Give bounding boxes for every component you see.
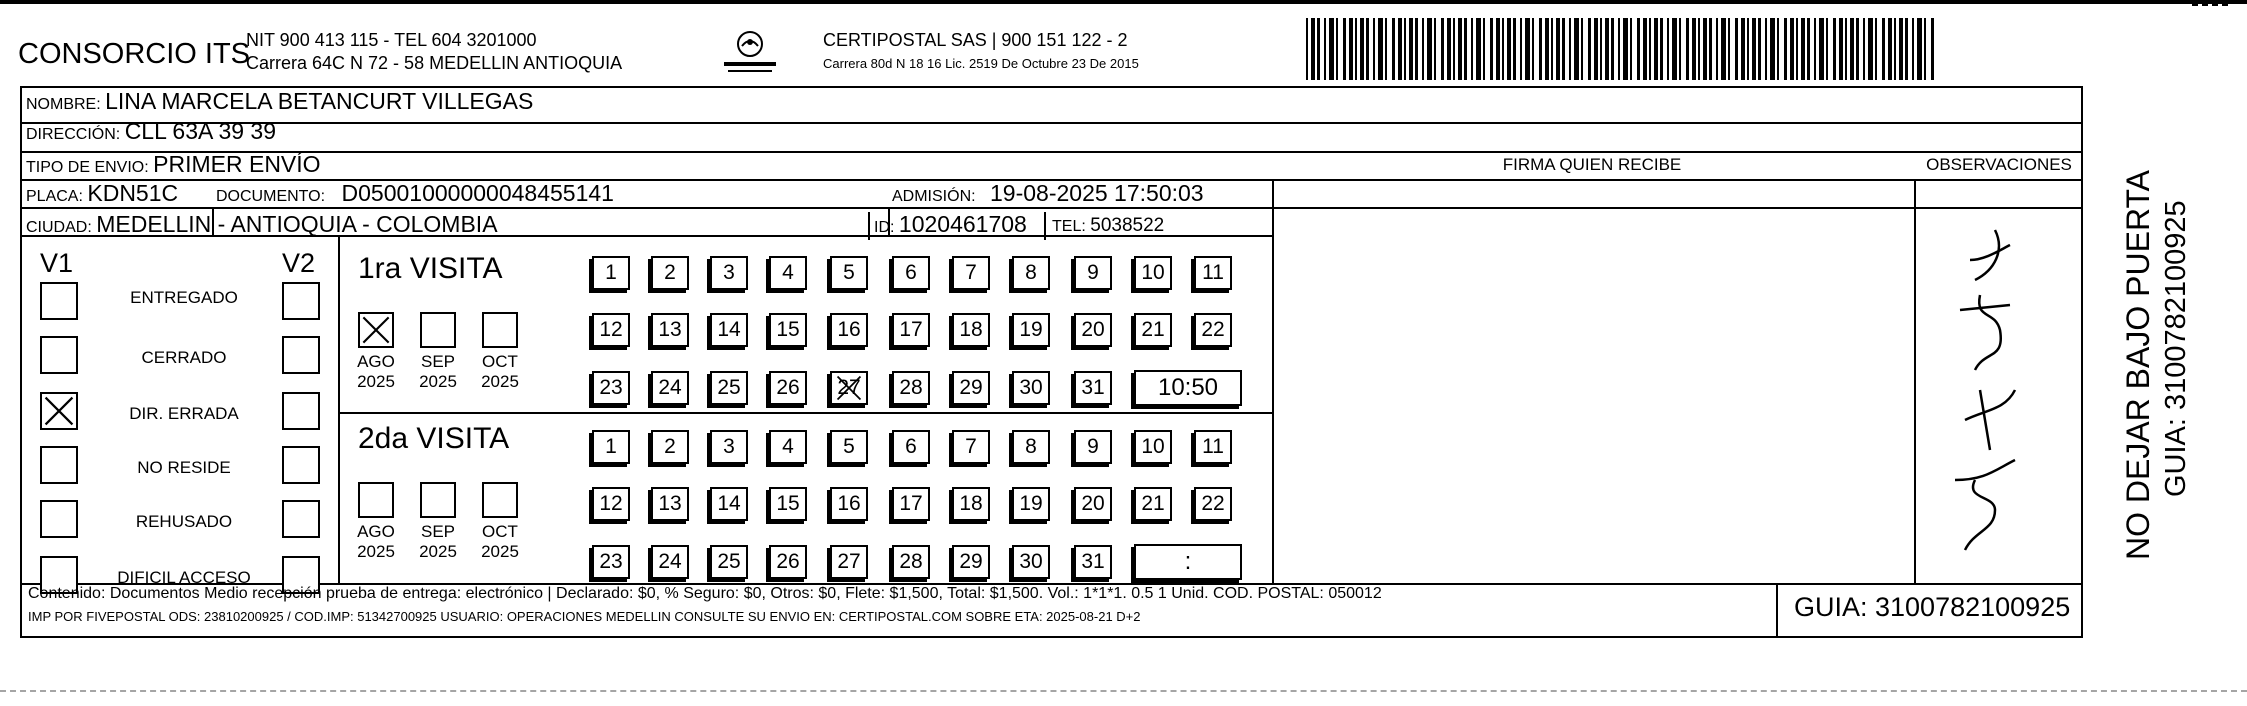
month-name: SEP <box>420 352 456 371</box>
day-box[interactable]: 29 <box>952 371 990 405</box>
guia-number: GUIA: 3100782100925 <box>1794 592 2071 622</box>
month-name: OCT <box>482 352 518 371</box>
barcode-bar <box>1464 18 1467 80</box>
barcode-bar <box>1850 18 1854 80</box>
visit-1-title: 1ra VISITA <box>358 252 503 285</box>
placa-value: KDN51C <box>87 180 179 206</box>
barcode-bar <box>1819 18 1824 80</box>
month-checkbox[interactable] <box>358 312 394 348</box>
barcode-bar <box>1856 18 1859 80</box>
barcode-bar <box>1801 18 1805 80</box>
no-dejar-warning: NO DEJAR BAJO PUERTA <box>2120 170 2156 560</box>
barcode-bar <box>1826 18 1828 80</box>
barcode-bar <box>1483 18 1485 80</box>
month-checkbox[interactable] <box>482 482 518 518</box>
barcode-bar <box>1447 18 1451 80</box>
admision-label: ADMISIÓN: <box>892 188 976 205</box>
barcode-bar <box>1845 18 1847 80</box>
barcode-bar <box>1336 18 1338 80</box>
certipostal-license: Carrera 80d N 18 16 Lic. 2519 De Octubre 23 De 2015 <box>823 56 1139 71</box>
day-box[interactable]: 7 <box>952 256 990 290</box>
barcode-bar <box>1692 18 1696 80</box>
day-box[interactable]: 28 <box>892 371 930 405</box>
barcode-bar <box>1441 18 1444 80</box>
barcode-bar <box>1698 18 1700 80</box>
admision-value: 19-08-2025 17:50:03 <box>990 180 1204 206</box>
ciudad-value: MEDELLIN - ANTIOQUIA - COLOMBIA <box>96 211 498 237</box>
v1-checkbox[interactable] <box>40 500 78 538</box>
barcode-bar <box>1349 18 1353 80</box>
barcode-bar <box>1770 18 1775 80</box>
day-box[interactable]: 4 <box>769 256 807 290</box>
barcode-bar <box>1899 18 1903 80</box>
barcode-bar <box>1329 18 1334 80</box>
day-box[interactable]: 21 <box>1134 313 1172 347</box>
barcode-bar <box>1581 18 1583 80</box>
v1-header: V1 <box>40 248 74 278</box>
barcode-bar <box>1551 18 1553 80</box>
barcode-bar <box>1496 18 1500 80</box>
barcode-bar <box>1378 18 1383 80</box>
barcode-bar <box>1562 18 1565 80</box>
barcode <box>1304 18 1936 80</box>
barcode-bar <box>1716 18 1718 80</box>
barcode-bar <box>1415 18 1418 80</box>
barcode-bar <box>1458 18 1462 80</box>
barcode-bar <box>1366 18 1369 80</box>
barcode-bar <box>1728 18 1730 80</box>
day-box[interactable]: 17 <box>892 313 930 347</box>
barcode-bar <box>1306 18 1308 80</box>
day-box[interactable]: 22 <box>1194 313 1232 347</box>
day-box[interactable]: 2 <box>651 430 689 464</box>
barcode-bar <box>1721 18 1726 80</box>
barcode-bar <box>1311 18 1315 80</box>
day-box[interactable]: 11 <box>1194 256 1232 290</box>
status-label: DIR. ERRADA <box>129 404 239 423</box>
day-box[interactable]: 30 <box>1012 545 1050 579</box>
barcode-bar <box>1882 18 1885 80</box>
barcode-bar <box>1649 18 1651 80</box>
id-row <box>874 211 1027 238</box>
barcode-bar <box>1611 18 1614 80</box>
day-box[interactable]: 15 <box>769 487 807 521</box>
v2-checkbox[interactable] <box>282 500 320 538</box>
month-year: 2025 <box>357 372 395 391</box>
documento-label: DOCUMENTO: <box>216 188 326 205</box>
barcode-bar <box>1765 18 1767 80</box>
month-checkbox[interactable] <box>482 312 518 348</box>
barcode-bar <box>1600 18 1602 80</box>
placa-label: PLACA: <box>26 188 83 205</box>
day-box[interactable]: 14 <box>710 313 748 347</box>
ciudad-label: CIUDAD: <box>26 219 92 236</box>
day-box[interactable]: 14 <box>710 487 748 521</box>
barcode-bar <box>1355 18 1357 80</box>
day-box[interactable]: 23 <box>592 371 630 405</box>
barcode-bar <box>1618 18 1620 80</box>
barcode-bar <box>1735 18 1738 80</box>
day-box[interactable]: 9 <box>1074 430 1112 464</box>
barcode-bar <box>1556 18 1560 80</box>
tipo-envio-label: TIPO DE ENVIO: <box>26 159 149 176</box>
day-box[interactable]: 17 <box>892 487 930 521</box>
day-mark-icon <box>832 373 866 403</box>
month-name: SEP <box>420 522 456 541</box>
day-box[interactable]: 24 <box>651 545 689 579</box>
v1-checkbox[interactable] <box>40 392 78 430</box>
day-box[interactable]: 18 <box>952 487 990 521</box>
barcode-bar <box>1422 18 1424 80</box>
barcode-bar <box>1863 18 1865 80</box>
barcode-bar <box>1709 18 1712 80</box>
barcode-bar <box>1409 18 1413 80</box>
month-year: 2025 <box>419 372 457 391</box>
day-box[interactable]: 16 <box>830 313 868 347</box>
imp-line: IMP POR FIVEPOSTAL ODS: 23810200925 / COD.IMP: 51342700925 USUARIO: OPERACIONES MEDELLIN CONSULTE SU ENVIO EN: CERTIPOSTAL.COM SOBRE ETA: 2025-08-21 D+2 <box>28 609 1141 624</box>
barcode-bar <box>1814 18 1816 80</box>
day-box[interactable]: 8 <box>1012 256 1050 290</box>
day-box[interactable]: 27 <box>830 371 868 405</box>
observaciones-header: OBSERVACIONES <box>1926 155 2072 174</box>
day-box[interactable]: 5 <box>830 256 868 290</box>
barcode-bar <box>1875 18 1877 80</box>
visit-2-title: 2da VISITA <box>358 422 510 455</box>
top-border <box>0 0 2247 4</box>
barcode-bar <box>1894 18 1896 80</box>
barcode-bar <box>1398 18 1402 80</box>
barcode-bar <box>1404 18 1406 80</box>
barcode-bar <box>1539 18 1542 80</box>
placa-row <box>26 180 178 207</box>
barcode-bar <box>1667 18 1669 80</box>
day-box[interactable]: 22 <box>1194 487 1232 521</box>
v2-checkbox[interactable] <box>282 336 320 374</box>
barcode-bar <box>1752 18 1756 80</box>
barcode-bar <box>1924 18 1926 80</box>
admision-row <box>892 180 1204 207</box>
barcode-bar <box>1888 18 1892 80</box>
day-box[interactable]: 12 <box>592 313 630 347</box>
barcode-bar <box>1532 18 1534 80</box>
month-year: 2025 <box>357 542 395 561</box>
barcode-bar <box>1453 18 1455 80</box>
barcode-bar <box>1385 18 1387 80</box>
day-box[interactable]: 3 <box>710 256 748 290</box>
tel-row <box>1052 215 1164 237</box>
status-label: ENTREGADO <box>130 288 238 307</box>
barcode-bar <box>1741 18 1745 80</box>
barcode-bar <box>1660 18 1663 80</box>
tipo-envio-row <box>26 151 321 178</box>
barcode-bar <box>1931 18 1934 80</box>
day-box[interactable]: 8 <box>1012 430 1050 464</box>
barcode-bar <box>1476 18 1481 80</box>
barcode-bar <box>1703 18 1707 80</box>
day-box[interactable]: 19 <box>1012 487 1050 521</box>
direccion-value: CLL 63A 39 39 <box>124 118 277 144</box>
barcode-bar <box>1686 18 1689 80</box>
barcode-bar <box>1833 18 1836 80</box>
barcode-bar <box>1643 18 1647 80</box>
visit-time-field[interactable]: : <box>1134 544 1242 580</box>
barcode-bar <box>1427 18 1432 80</box>
day-box[interactable]: 15 <box>769 313 807 347</box>
v2-checkbox[interactable] <box>282 446 320 484</box>
barcode-bar <box>1471 18 1473 80</box>
day-box[interactable]: 19 <box>1012 313 1050 347</box>
month-checkbox[interactable] <box>420 312 456 348</box>
status-label: CERRADO <box>141 348 227 367</box>
month-checkbox[interactable] <box>420 482 456 518</box>
month-year: 2025 <box>419 542 457 561</box>
month-label <box>408 352 468 392</box>
certipostal-title: CERTIPOSTAL SAS | 900 151 122 - 2 <box>823 30 1128 50</box>
barcode-bar <box>1790 18 1794 80</box>
barcode-bar <box>1343 18 1346 80</box>
day-box[interactable]: 31 <box>1074 371 1112 405</box>
tipo-envio-value: PRIMER ENVÍO <box>153 151 321 177</box>
month-label <box>408 522 468 562</box>
company-address: Carrera 64C N 72 - 58 MEDELLIN ANTIOQUIA <box>246 53 623 73</box>
day-box[interactable]: 21 <box>1134 487 1172 521</box>
status-label: NO RESIDE <box>137 458 231 477</box>
day-box[interactable]: 13 <box>651 313 689 347</box>
day-box[interactable]: 27 <box>830 545 868 579</box>
barcode-bar <box>1605 18 1609 80</box>
month-year: 2025 <box>481 542 519 561</box>
contenido-line: Contenido: Documentos Medio recepción prueba de entrega: electrónico | Declarado: $0, % Seguro: $0, Otros: $0, Flete: $1,500, Total: $1,500. Vol.: 1*1*1. 0.5 1 Unid. COD. POSTAL: 050012 <box>28 585 1382 602</box>
day-box[interactable]: 29 <box>952 545 990 579</box>
barcode-bar <box>1905 18 1908 80</box>
month-name: AGO <box>357 522 395 541</box>
id-label: ID: <box>874 219 895 236</box>
day-box[interactable]: 26 <box>769 371 807 405</box>
barcode-bar <box>1317 18 1320 80</box>
barcode-bar <box>1917 18 1922 80</box>
ciudad-row <box>26 211 498 238</box>
day-box[interactable]: 25 <box>710 371 748 405</box>
barcode-bar <box>1513 18 1516 80</box>
barcode-bar <box>1679 18 1681 80</box>
month-label <box>470 522 530 562</box>
nombre-row <box>26 88 533 115</box>
day-box[interactable]: 20 <box>1074 487 1112 521</box>
day-box[interactable]: 4 <box>769 430 807 464</box>
v1-checkbox[interactable] <box>40 446 78 484</box>
barcode-bar <box>1507 18 1511 80</box>
tel-label: TEL: <box>1052 218 1086 235</box>
v2-header: V2 <box>282 248 316 278</box>
side-guia: GUIA: 3100782100925 <box>2160 200 2192 497</box>
month-name: OCT <box>482 522 518 541</box>
documento-value: D05001000000048455141 <box>341 180 614 206</box>
day-box[interactable]: 6 <box>892 256 930 290</box>
month-label <box>470 352 530 392</box>
day-box[interactable]: 2 <box>651 256 689 290</box>
day-box[interactable]: 30 <box>1012 371 1050 405</box>
barcode-bar <box>1637 18 1640 80</box>
barcode-bar <box>1520 18 1522 80</box>
month-label <box>346 522 406 562</box>
corner-mark <box>2192 4 2228 9</box>
day-box[interactable]: 1 <box>592 256 630 290</box>
barcode-bar <box>1654 18 1658 80</box>
visit-time-field[interactable]: 10:50 <box>1134 370 1242 406</box>
barcode-bar <box>1912 18 1914 80</box>
day-box[interactable]: 11 <box>1194 430 1232 464</box>
day-box[interactable]: 18 <box>952 313 990 347</box>
v1-checkbox[interactable] <box>40 282 78 320</box>
nombre-label: NOMBRE: <box>26 96 101 113</box>
barcode-bar <box>1623 18 1628 80</box>
day-box[interactable]: 16 <box>830 487 868 521</box>
barcode-bar <box>1545 18 1549 80</box>
day-box[interactable]: 31 <box>1074 545 1112 579</box>
day-box[interactable]: 10 <box>1134 256 1172 290</box>
certipostal-logo-icon <box>718 28 782 78</box>
status-label: REHUSADO <box>135 512 233 531</box>
barcode-bar <box>1434 18 1436 80</box>
tel-value: 5038522 <box>1090 215 1165 236</box>
day-box[interactable]: 28 <box>892 545 930 579</box>
barcode-bar <box>1796 18 1798 80</box>
barcode-bar <box>1502 18 1504 80</box>
barcode-bar <box>1588 18 1591 80</box>
barcode-bar <box>1807 18 1810 80</box>
day-box[interactable]: 23 <box>592 545 630 579</box>
v2-checkbox[interactable] <box>282 282 320 320</box>
day-box[interactable]: 6 <box>892 430 930 464</box>
day-box[interactable]: 1 <box>592 430 630 464</box>
day-box[interactable]: 3 <box>710 430 748 464</box>
day-box[interactable]: 5 <box>830 430 868 464</box>
company-name: CONSORCIO ITS <box>18 38 251 70</box>
month-year: 2025 <box>481 372 519 391</box>
id-value: 1020461708 <box>898 211 1027 237</box>
barcode-bar <box>1373 18 1375 80</box>
barcode-bar <box>1392 18 1395 80</box>
month-label <box>346 352 406 392</box>
day-box[interactable]: 7 <box>952 430 990 464</box>
status-label: DIFICIL ACCESO <box>117 568 251 587</box>
day-box[interactable]: 13 <box>651 487 689 521</box>
day-box[interactable]: 12 <box>592 487 630 521</box>
nombre-value: LINA MARCELA BETANCURT VILLEGAS <box>105 88 534 114</box>
barcode-bar <box>1525 18 1530 80</box>
barcode-bar <box>1574 18 1579 80</box>
day-box[interactable]: 25 <box>710 545 748 579</box>
barcode-bar <box>1784 18 1787 80</box>
bottom-border <box>0 690 2247 696</box>
barcode-bar <box>1747 18 1749 80</box>
barcode-bar <box>1777 18 1779 80</box>
documento-row <box>216 180 614 207</box>
barcode-bar <box>1868 18 1873 80</box>
v1-checkbox[interactable] <box>40 336 78 374</box>
company-nit: NIT 900 413 115 - TEL 604 3201000 <box>246 30 537 50</box>
day-box[interactable]: 9 <box>1074 256 1112 290</box>
barcode-bar <box>1324 18 1326 80</box>
day-box[interactable]: 24 <box>651 371 689 405</box>
v2-checkbox[interactable] <box>282 392 320 430</box>
barcode-bar <box>1569 18 1571 80</box>
direccion-label: DIRECCIÓN: <box>26 126 121 143</box>
barcode-bar <box>1490 18 1493 80</box>
firma-header: FIRMA QUIEN RECIBE <box>1502 155 1682 174</box>
barcode-bar <box>1360 18 1364 80</box>
barcode-bar <box>1630 18 1632 80</box>
day-box[interactable]: 26 <box>769 545 807 579</box>
month-checkbox[interactable] <box>358 482 394 518</box>
barcode-bar <box>1672 18 1677 80</box>
direccion-row <box>26 118 276 145</box>
day-box[interactable]: 10 <box>1134 430 1172 464</box>
barcode-bar <box>1758 18 1761 80</box>
barcode-bar <box>1839 18 1843 80</box>
handwritten-note-icon <box>1945 220 2035 560</box>
barcode-bar <box>1594 18 1598 80</box>
day-box[interactable]: 20 <box>1074 313 1112 347</box>
month-name: AGO <box>357 352 395 371</box>
